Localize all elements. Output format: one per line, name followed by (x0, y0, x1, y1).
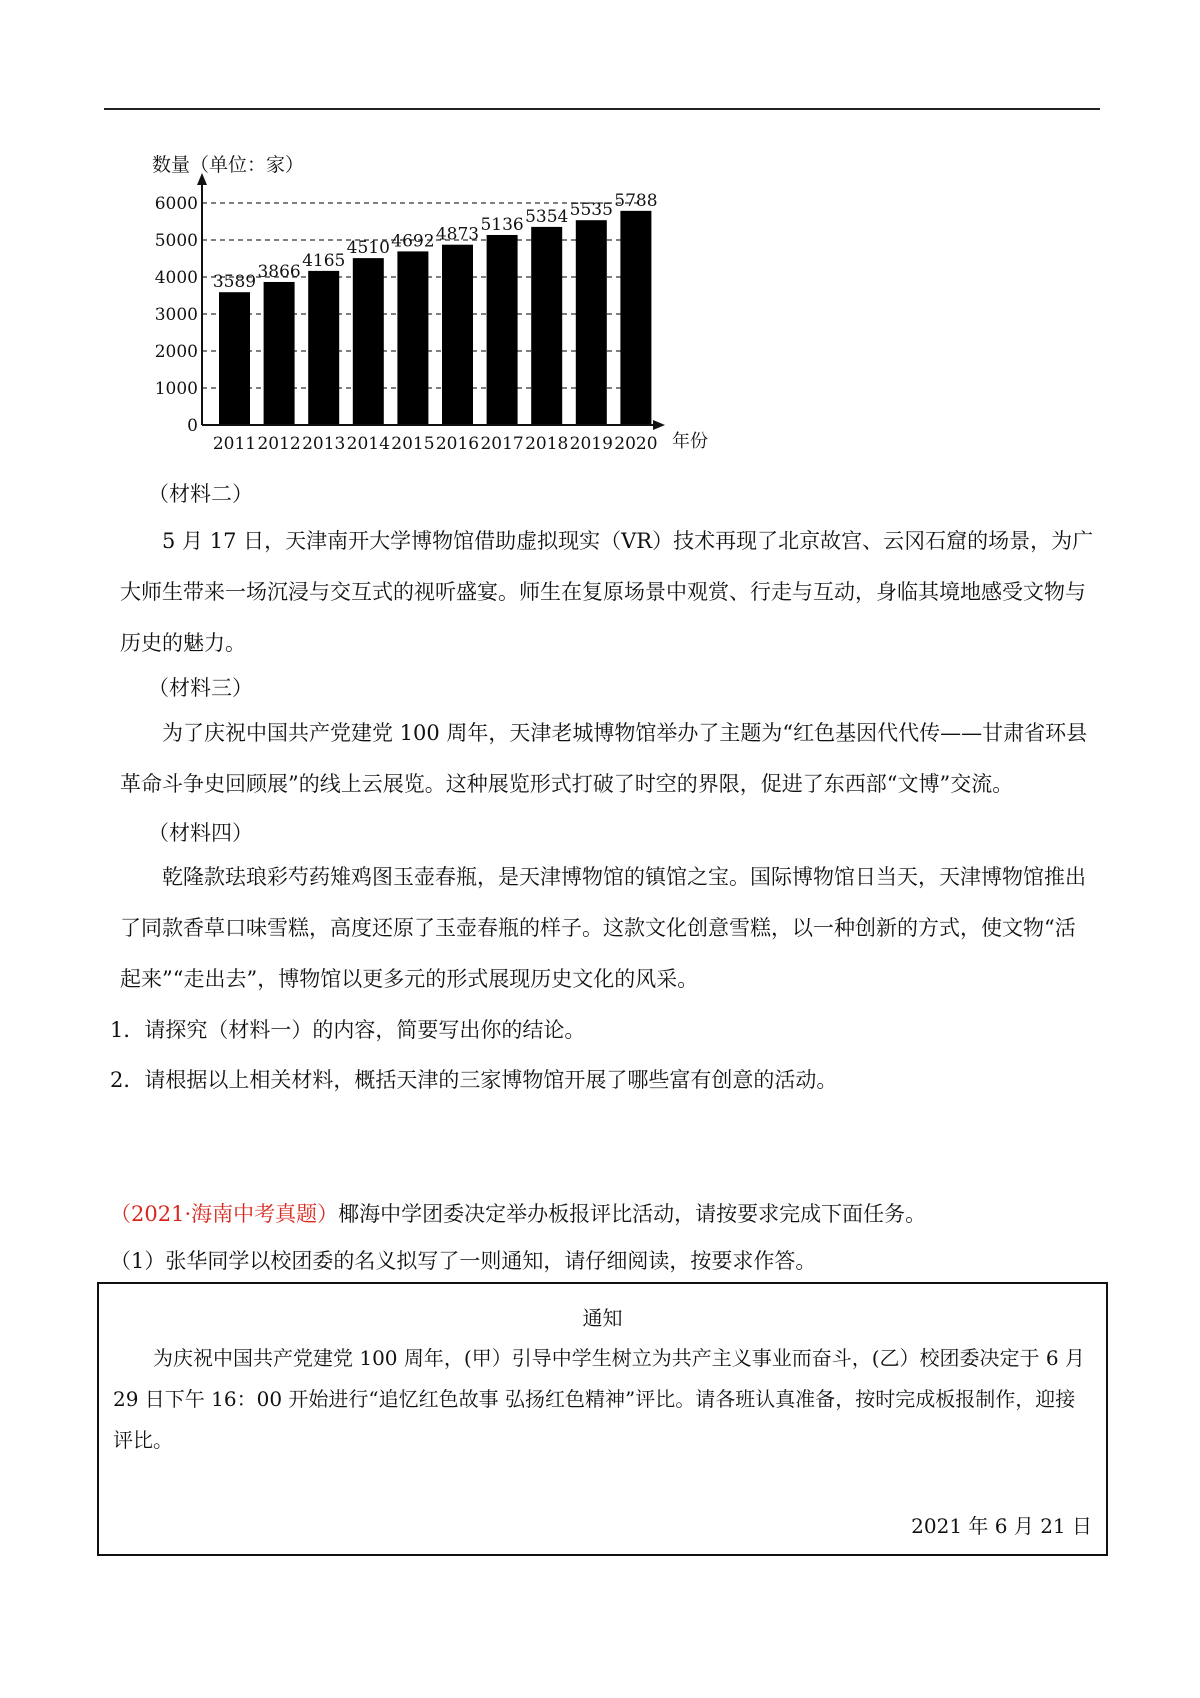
x-tick-label: 2014 (346, 434, 390, 454)
question-1: 1．请探究（材料一）的内容，简要写出你的结论。 (110, 1018, 586, 1042)
x-tick-label: 2017 (480, 434, 524, 454)
material3-label: （材料三） (148, 676, 253, 700)
data-label: 5535 (569, 200, 613, 221)
notice-box (97, 1282, 1108, 1556)
data-label: 5354 (525, 206, 569, 227)
x-tick-label: 2019 (569, 434, 613, 454)
x-tick-label: 2020 (614, 434, 658, 454)
bar (576, 220, 607, 425)
top-rule (104, 108, 1100, 110)
x-tick-label: 2013 (302, 434, 346, 454)
data-label: 4873 (435, 224, 480, 245)
material4-text: 乾隆款珐琅彩芍药雉鸡图玉壶春瓶，是天津博物馆的镇馆之宝。国际博物馆日当天，天津博物馆推出了同款香草口味雪糕，高度还原了玉壶春瓶的样子。这款文化创意雪糕，以一种创新的方式，使文物“活起来”“走出去”，博物馆以更多元的形式展现历史文化的风采。 (120, 865, 1086, 991)
data-label: 4692 (391, 231, 435, 252)
bar (442, 245, 473, 425)
y-tick-label: 6000 (154, 194, 198, 214)
x-tick-label: 2015 (391, 434, 435, 454)
x-tick-label: 2011 (212, 434, 257, 454)
exam-intro-text: 椰海中学团委决定举办板报评比活动，请按要求完成下面任务。 (338, 1202, 927, 1226)
y-tick-label: 5000 (154, 231, 198, 251)
exam-intro (110, 1198, 926, 1228)
y-tick-label: 0 (187, 416, 198, 436)
x-tick-label: 2018 (525, 434, 569, 454)
exam-source: （2021·海南中考真题） (110, 1202, 339, 1226)
bar (219, 292, 250, 425)
y-tick-label: 3000 (154, 305, 198, 325)
bar (353, 258, 384, 425)
x-tick-label: 2012 (257, 434, 301, 454)
notice-body: 为庆祝中国共产党建党 100 周年，(甲）引导中学生树立为共产主义事业而奋斗，(乙）校团委决定于 6 月 29 日下午 16：00 开始进行“追忆红色故事 弘扬红色精神”评比。请各班认真准备，按时完成板报制作，迎接评比。 (113, 1346, 1085, 1452)
y-tick-label: 1000 (154, 379, 198, 399)
y-tick-label: 2000 (154, 342, 198, 362)
material2-text: 5 月 17 日，天津南开大学博物馆借助虚拟现实（VR）技术再现了北京故宫、云冈石窟的场景，为广大师生带来一场沉浸与交互式的视听盛宴。师生在复原场景中观赏、行走与互动，身临其境地感受文物与历史的魅力。 (120, 529, 1094, 655)
y-tick-label: 4000 (154, 268, 198, 288)
material2-label: （材料二） (148, 482, 253, 506)
question-2: 2．请根据以上相关材料，概括天津的三家博物馆开展了哪些富有创意的活动。 (110, 1068, 838, 1092)
data-label: 3866 (257, 261, 301, 282)
x-tick-label: 2016 (435, 434, 480, 454)
bar (397, 251, 428, 425)
bar (531, 227, 562, 425)
data-label: 5136 (480, 214, 524, 235)
material4-label: （材料四） (148, 821, 253, 845)
x-axis-arrow (653, 420, 665, 430)
data-label: 4510 (346, 238, 390, 259)
notice-title: 通知 (582, 1306, 623, 1330)
data-label: 3589 (212, 272, 257, 293)
data-label: 5788 (614, 190, 658, 211)
bar (264, 282, 295, 425)
bar-chart (150, 155, 750, 465)
bar (620, 211, 651, 425)
bar (487, 235, 518, 425)
x-axis-label: 年份 (672, 431, 708, 452)
bar (308, 271, 339, 425)
sub-question-1: （1）张华同学以校团委的名义拟写了一则通知，请仔细阅读，按要求作答。 (110, 1249, 817, 1273)
y-axis-label: 数量（单位：家） (152, 155, 305, 176)
material3-text: 为了庆祝中国共产党建党 100 周年，天津老城博物馆举办了主题为“红色基因代代传——甘肃省环县革命斗争史回顾展”的线上云展览。这种展览形式打破了时空的界限，促进了东西部“文博”交流。 (120, 721, 1088, 796)
notice-date: 2021 年 6 月 21 日 (911, 1514, 1092, 1538)
data-label: 4165 (302, 250, 346, 271)
